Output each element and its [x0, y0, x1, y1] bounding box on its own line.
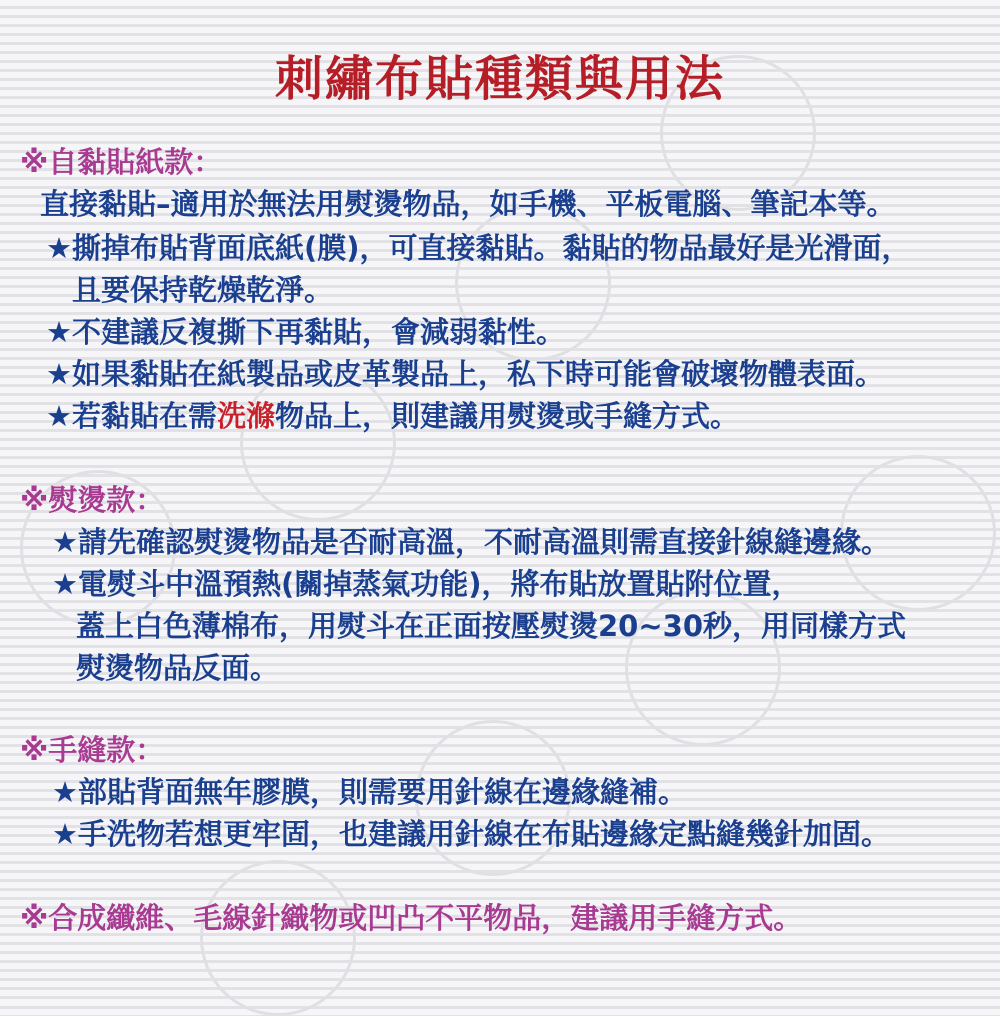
section-heading-hand-sewn: ※手縫款： — [20, 733, 165, 767]
footer-note: ※合成纖維、毛線針織物或凹凸不平物品，建議用手縫方式。 — [20, 901, 803, 935]
text-line: ★撕掉布貼背面底紙(膜)，可直接黏貼。黏貼的物品最好是光滑面， — [46, 231, 911, 265]
text-line: 熨燙物品反面。 — [76, 651, 280, 685]
text-segment: 物品上，則建議用熨燙或手縫方式。 — [275, 399, 740, 433]
section-heading-adhesive: ※自黏貼紙款： — [20, 145, 223, 179]
page-title: 刺繡布貼種類與用法 — [274, 51, 725, 107]
text-line: 直接黏貼–適用於無法用熨燙物品，如手機、平板電腦、筆記本等。 — [40, 187, 896, 221]
text-line — [46, 394, 739, 435]
text-line: ★不建議反複撕下再黏貼，會減弱黏性。 — [46, 315, 565, 349]
text-line: 蓋上白色薄棉布，用熨斗在正面按壓熨燙20~30秒，用同樣方式 — [76, 609, 907, 643]
text-segment: ★若黏貼在需 — [46, 399, 217, 433]
text-line: ★手洗物若想更牢固，也建議用針線在布貼邊緣定點縫幾針加固。 — [52, 817, 890, 851]
text-line: ★電熨斗中溫預熱(關掉蒸氣功能)，將布貼放置貼附位置， — [52, 567, 801, 601]
text-line: ★部貼背面無年膠膜，則需要用針線在邊緣縫補。 — [52, 775, 687, 809]
text-line: ★如果黏貼在紙製品或皮革製品上，私下時可能會破壞物體表面。 — [46, 357, 884, 391]
text-line: 且要保持乾燥乾淨。 — [72, 273, 334, 307]
section-heading-iron-on: ※熨燙款： — [20, 483, 165, 517]
watermark-stamp — [200, 860, 356, 1016]
highlight-text: 洗滌 — [217, 399, 276, 433]
text-line: ★請先確認熨燙物品是否耐高溫，不耐高溫則需直接針線縫邊緣。 — [52, 525, 890, 559]
